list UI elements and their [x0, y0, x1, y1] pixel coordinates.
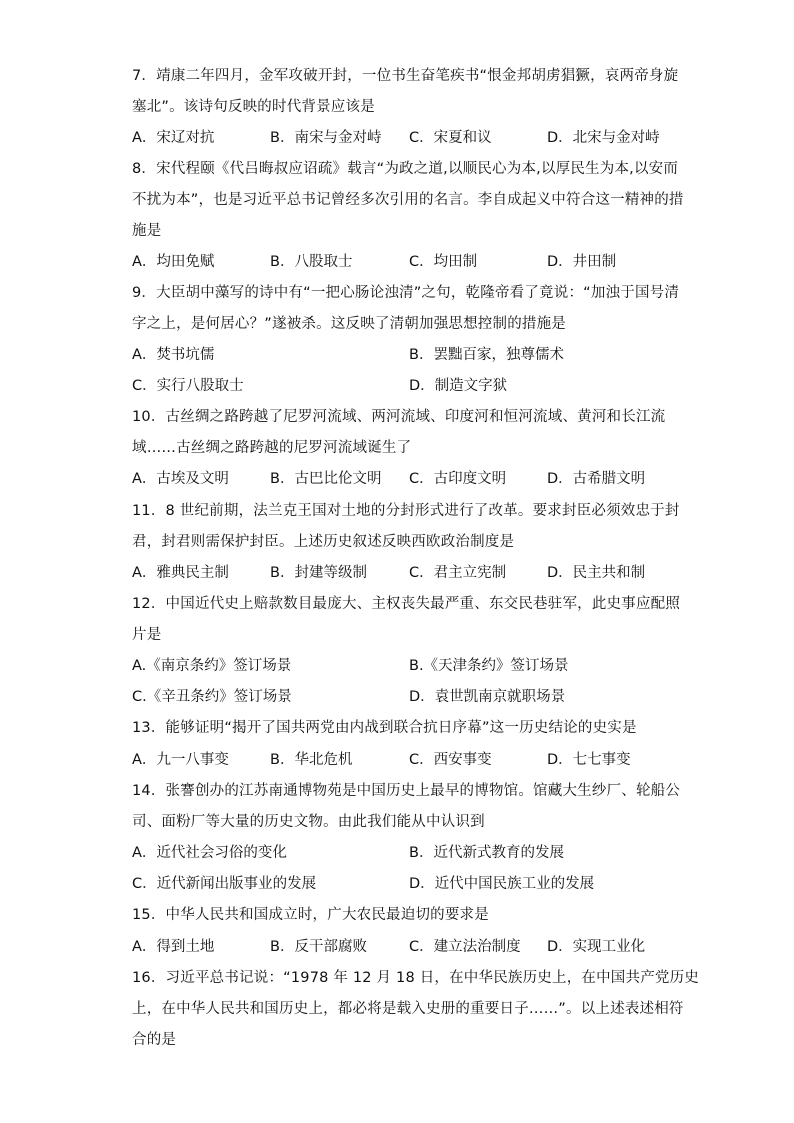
question-16-stem-line-2: 上，在中华人民共和国历史上，都必将是载入史册的重要日子……”。以上述表述相符 — [132, 1001, 684, 1017]
question-16-stem-line-3: 合的是 — [132, 1032, 177, 1048]
question-8-option-b: B．八股取士 — [270, 254, 353, 270]
question-11-stem-line-2: 君，封君则需保护封臣。上述历史叙述反映西欧政治制度是 — [132, 534, 515, 550]
question-12-option-c: C.《辛丑条约》签订场景 — [132, 689, 292, 705]
question-15-stem-line-1: 15．中华人民共和国成立时，广大农民最迫切的要求是 — [132, 907, 489, 923]
question-13-option-a: A．九一八事变 — [132, 752, 229, 768]
question-10-option-b: B．古巴比伦文明 — [270, 471, 382, 487]
question-15-option-b: B．反干部腐败 — [270, 939, 367, 955]
question-15-option-c: C．建立法治制度 — [409, 939, 521, 955]
question-11-option-d: D．民主共和制 — [547, 565, 646, 581]
question-7-option-d: D．北宋与金对峙 — [547, 130, 660, 146]
question-11-option-a: A．雅典民主制 — [132, 565, 229, 581]
question-8-stem-line-1: 8．宋代程颐《代吕晦叔应诏疏》载言“为政之道,以顺民心为本,以厚民生为本,以安而 — [132, 161, 679, 177]
question-8-option-a: A．均田免赋 — [132, 254, 215, 270]
question-8-option-c: C．均田制 — [409, 254, 478, 270]
question-10-option-d: D．古希腊文明 — [547, 471, 646, 487]
question-8-stem-line-2: 不扰为本”，也是习近平总书记曾经多次引用的名言。李自成起义中符合这一精神的措 — [132, 192, 684, 208]
question-14-option-b: B．近代新式教育的发展 — [409, 845, 564, 861]
question-13-option-b: B．华北危机 — [270, 752, 353, 768]
question-12-option-d: D．袁世凯南京就职场景 — [409, 689, 566, 705]
question-9-option-a: A．焚书坑儒 — [132, 347, 215, 363]
question-7-option-a: A．宋辽对抗 — [132, 130, 215, 146]
question-8-option-d: D．井田制 — [547, 254, 617, 270]
question-14-stem-line-2: 司、面粉厂等大量的历史文物。由此我们能从中认识到 — [132, 814, 485, 830]
question-8-stem-line-3: 施是 — [132, 223, 162, 239]
question-14-option-c: C．近代新闻出版事业的发展 — [132, 876, 317, 892]
question-13-stem-line-1: 13．能够证明“揭开了国共两党由内战到联合抗日序幕”这一历史结论的史实是 — [132, 720, 637, 736]
question-12-stem-line-2: 片是 — [132, 627, 162, 643]
question-10-stem-line-1: 10．古丝绸之路跨越了尼罗河流域、两河流域、印度河和恒河流域、黄河和长江流 — [132, 409, 666, 425]
question-14-stem-line-1: 14．张謇创办的江苏南通博物苑是中国历史上最早的博物馆。馆藏大生纱厂、轮船公 — [132, 783, 681, 799]
question-15-option-d: D．实现工业化 — [547, 939, 646, 955]
question-14-option-a: A．近代社会习俗的变化 — [132, 845, 287, 861]
question-12-option-a: A.《南京条约》签订场景 — [132, 658, 292, 674]
question-10-option-c: C．古印度文明 — [409, 471, 507, 487]
question-16-stem-line-1: 16．习近平总书记说：“1978 年 12 月 18 日，在中华民族历史上，在中国共产党历史 — [132, 970, 700, 986]
question-7-option-c: C．宋夏和议 — [409, 130, 492, 146]
question-9-option-d: D．制造文字狱 — [409, 378, 508, 394]
question-14-option-d: D．近代中国民族工业的发展 — [409, 876, 595, 892]
question-10-option-a: A．古埃及文明 — [132, 471, 229, 487]
question-11-option-b: B．封建等级制 — [270, 565, 367, 581]
question-12-stem-line-1: 12．中国近代史上赔款数目最庞大、主权丧失最严重、东交民巷驻军，此史事应配照 — [132, 596, 681, 612]
question-7-stem-line-2: 塞北”。该诗句反映的时代背景应该是 — [132, 99, 375, 115]
question-7-option-b: B．南宋与金对峙 — [270, 130, 382, 146]
question-11-option-c: C．君主立宪制 — [409, 565, 507, 581]
question-10-stem-line-2: 域……古丝绸之路跨越的尼罗河流域诞生了 — [132, 440, 412, 456]
question-7-stem-line-1: 7．靖康二年四月，金军攻破开封，一位书生奋笔疾书“恨金邦胡虏猖獗，哀两帝身旋 — [132, 68, 679, 84]
question-9-option-b: B．罢黜百家，独尊儒术 — [409, 347, 564, 363]
question-13-option-d: D．七七事变 — [547, 752, 631, 768]
question-15-option-a: A．得到土地 — [132, 939, 215, 955]
question-13-option-c: C．西安事变 — [409, 752, 492, 768]
question-9-option-c: C．实行八股取士 — [132, 378, 244, 394]
question-9-stem-line-2: 字之上，是何居心？”遂被杀。这反映了清朝加强思想控制的措施是 — [132, 316, 567, 332]
question-12-option-b: B.《天津条约》签订场景 — [409, 658, 569, 674]
question-9-stem-line-1: 9．大臣胡中藻写的诗中有“一把心肠论浊清”之句，乾隆帝看了竟说：“加浊于国号清 — [132, 285, 680, 301]
question-11-stem-line-1: 11．8 世纪前期，法兰克王国对土地的分封形式进行了改革。要求封臣必须效忠于封 — [132, 503, 680, 519]
